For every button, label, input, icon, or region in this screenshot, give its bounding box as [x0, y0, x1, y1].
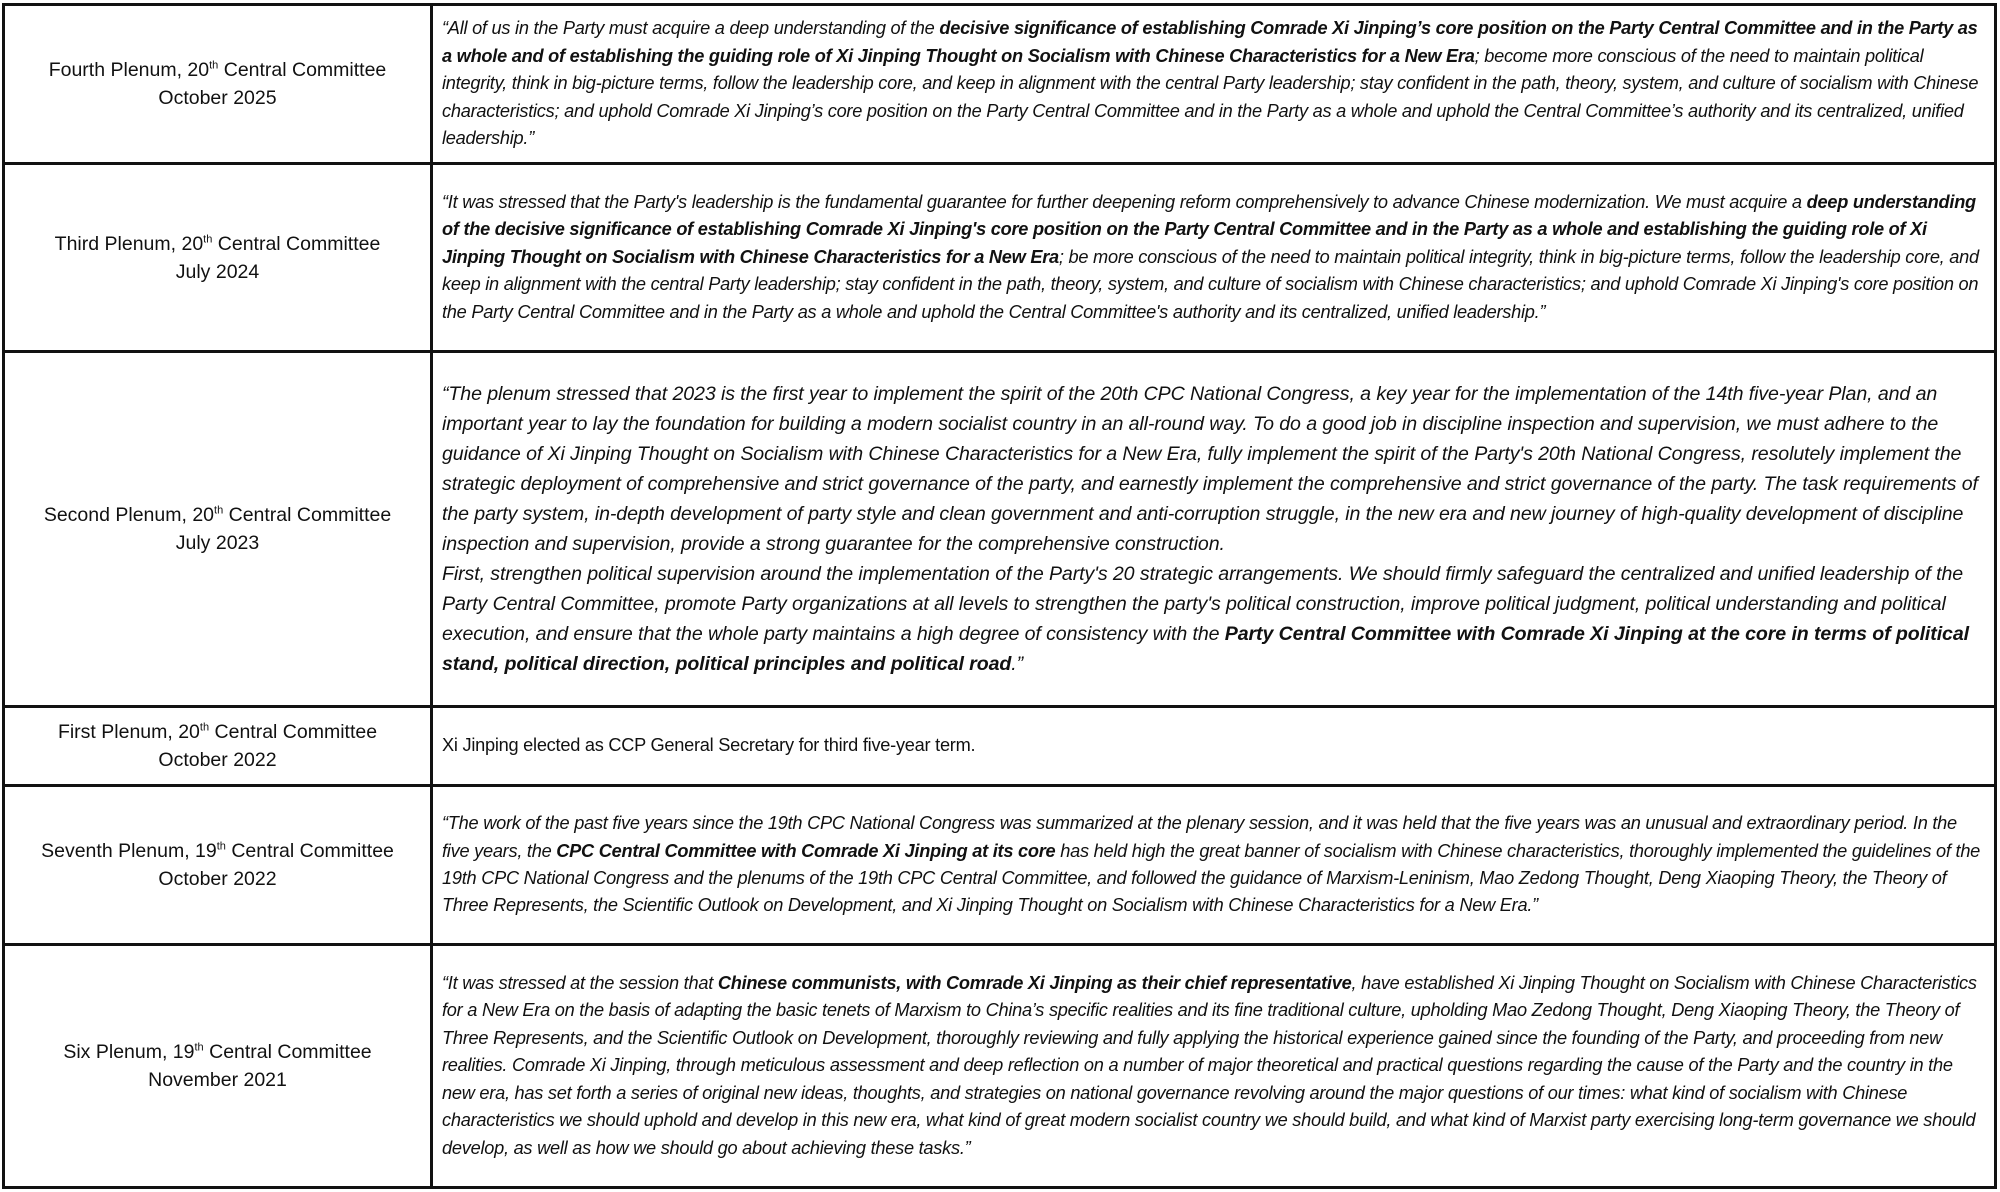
quote-emphasis: CPC Central Committee with Comrade Xi Jinping at its core — [556, 840, 1056, 861]
plenum-quotes-table — [2, 3, 1997, 1189]
plenum-name — [15, 230, 420, 258]
plenum-date: October 2022 — [158, 868, 277, 890]
quote-text: First, strengthen political supervision around the implementation of the Party's 20 strategic arrangements. We should firmly safeguard the centralized and unified leadership of the Party Central Committee, promote Party organizations at all levels to strengthen the party's political construction, improve political judgment, political understanding and political execution, and ensure that the whole party maintains a high degree of consistency with the — [442, 563, 1964, 645]
quote-text: ; become more conscious of the need to maintain political integrity, think in big-picture terms, follow the leadership core, and keep in alignment with the central Party leadership; stay confident in the path, theory, system, and culture of socialism with Chinese characteristics; and uphold Comrade Xi Jinping’s core position on the Party Central Committee and in the Party as a whole and uphold the Central Committee’s authority and its centralized, unified leadership.” — [442, 45, 1979, 149]
committee-name: Central Committee — [223, 504, 392, 526]
table-row — [4, 945, 1996, 1188]
committee-name: Central Committee — [218, 59, 387, 81]
plenum-name — [15, 1038, 420, 1066]
table-row — [4, 5, 1996, 164]
quote-cell — [432, 786, 1996, 945]
quote-text: ; be more conscious of the need to maintain political integrity, think in big-picture terms, follow the leadership core, and keep in alignment with the central Party leadership; stay confident in the path, theory, system, and culture of socialism with Chinese characteristics; and uphold Comrade Xi Jinping's core position on the Party Central Committee and in the Party as a whole and uphold the Central Committee's authority and its centralized, unified leadership.” — [442, 246, 1979, 322]
plenum-title: First Plenum, 20 — [57, 721, 200, 743]
quote-text: .” — [1011, 653, 1024, 675]
ordinal-suffix: th — [194, 1041, 204, 1054]
quote-emphasis: Party Central Committee with Comrade Xi Jinping at the core in terms of political stand, political direction, political principles and political road — [442, 623, 1969, 675]
plenum-name — [15, 501, 420, 529]
quote-cell — [432, 707, 1996, 786]
ordinal-suffix: th — [209, 59, 219, 72]
plenum-label-cell — [4, 707, 432, 786]
plenum-name — [15, 718, 420, 746]
quote-cell — [432, 352, 1996, 707]
table-row — [4, 786, 1996, 945]
committee-name: Central Committee — [225, 840, 394, 862]
committee-name: Central Committee — [209, 721, 378, 743]
plenum-date: July 2024 — [175, 260, 260, 283]
plenum-name — [15, 56, 420, 84]
plenum-label-cell — [4, 352, 432, 707]
plenum-label-cell — [4, 786, 432, 945]
plenum-date: October 2022 — [158, 749, 277, 771]
ordinal-suffix: th — [199, 721, 210, 734]
quote-emphasis: decisive significance of establishing Comrade Xi Jinping’s core position on the Party Central Committee and in the Party as a whole and of establishing the guiding role of Xi Jinping Thought on Socialism with Chinese Characteristics for a New Era — [442, 18, 1978, 66]
plenum-label-cell — [4, 164, 432, 352]
plenum-date: July 2023 — [175, 532, 260, 554]
plenum-title: Seventh Plenum, 19 — [41, 840, 217, 862]
quote-emphasis: Chinese communists, with Comrade Xi Jinping as their chief representative — [717, 973, 1352, 994]
plenum-title: Six Plenum, 19 — [63, 1041, 195, 1063]
quote-text: Xi Jinping elected as CCP General Secretary for third five-year term. — [442, 735, 976, 756]
plenum-name — [15, 837, 420, 865]
plenum-title: Fourth Plenum, 20 — [48, 59, 210, 81]
quote-text: , have established Xi Jinping Thought on Socialism with Chinese Characteristics for a New Era on the basis of adapting the basic tenets of Marxism to China’s specific realities and its fine traditional culture, upholding Mao Zedong Thought, Deng Xiaoping Theory, the Theory of Three Represents, and the Scientific Outlook on Development, thoroughly reviewing and fully applying the historical experience gained since the founding of the Party, and proceeding from new realities. Comrade Xi Jinping, through meticulous assessment and deep reflection on a number of major theoretical and practical questions regarding the cause of the Party and the country in the new era, has set forth a series of original new ideas, thoughts, and strategies on national governance revolving around the major questions of our times: what kind of socialism with Chinese characteristics we should uphold and develop in this new era, what kind of great modern socialist country we should build, and what kind of Marxist party exercising long-term governance we should develop, as well as how we should go about achieving these tasks.” — [442, 973, 1977, 1158]
table-row — [4, 707, 1996, 786]
ordinal-suffix: th — [214, 504, 224, 517]
plenum-label-cell — [4, 945, 432, 1188]
quote-text: “The plenum stressed that 2023 is the first year to implement the spirit of the 20th CPC National Congress, a key year for the implementation of the 14th five-year Plan, and an important year to lay the foundation for building a modern socialist country in an all-round way. To do a good job in discipline inspection and supervision, we must adhere to the guidance of Xi Jinping Thought on Socialism with Chinese Characteristics for a New Era, fully implement the spirit of the Party's 20th National Congress, resolutely implement the strategic deployment of comprehensive and strict governance of the party, and earnestly implement the comprehensive and strict governance of the party. The task requirements of the party system, in-depth development of party style and clean government and anti-corruption struggle, in the new era and new journey of high-quality development of discipline inspection and supervision, provide a strong guarantee for the comprehensive construction. — [442, 383, 1978, 555]
plenum-label-cell — [4, 5, 432, 164]
quote-cell — [432, 5, 1996, 164]
quote-text: has held high the great banner of socialism with Chinese characteristics, thoroughly implemented the guidelines of the 19th CPC National Congress and the plenums of the 19th CPC Central Committee, and followed the guidance of Marxism-Leninism, Mao Zedong Thought, Deng Xiaoping Theory, the Theory of Three Represents, the Scientific Outlook on Development, and Xi Jinping Thought on Socialism with Chinese Characteristics for a New Era.” — [442, 840, 1981, 916]
table-row — [4, 352, 1996, 707]
plenum-date: October 2025 — [158, 87, 277, 109]
plenum-date: November 2021 — [148, 1069, 287, 1091]
committee-name: Central Committee — [203, 1041, 372, 1063]
quote-text: “It was stressed that the Party's leadership is the fundamental guarantee for further deepening reform comprehensively to advance Chinese modernization. We must acquire a — [442, 191, 1807, 212]
quote-text: “It was stressed at the session that — [442, 973, 718, 994]
quote-cell — [432, 164, 1996, 352]
ordinal-suffix: th — [216, 840, 226, 853]
ordinal-suffix: th — [203, 233, 213, 245]
table-row — [4, 164, 1996, 352]
plenum-title: Second Plenum, 20 — [43, 504, 215, 526]
committee-name: Central Committee — [212, 232, 381, 255]
quote-text: “All of us in the Party must acquire a deep understanding of the — [442, 18, 940, 39]
quote-text: “The work of the past five years since the 19th CPC National Congress was summarized at the plenary session, and it was held that the five years was an unusual and extraordinary period. In the five years, the — [442, 813, 1957, 861]
quote-emphasis: deep understanding of the decisive significance of establishing Comrade Xi Jinping's core position on the Party Central Committee and in the Party as a whole and establishing the guiding role of Xi Jinping Thought on Socialism with Chinese Characteristics for a New Era — [442, 191, 1976, 267]
quote-cell — [432, 945, 1996, 1188]
plenum-title: Third Plenum, 20 — [54, 232, 204, 255]
